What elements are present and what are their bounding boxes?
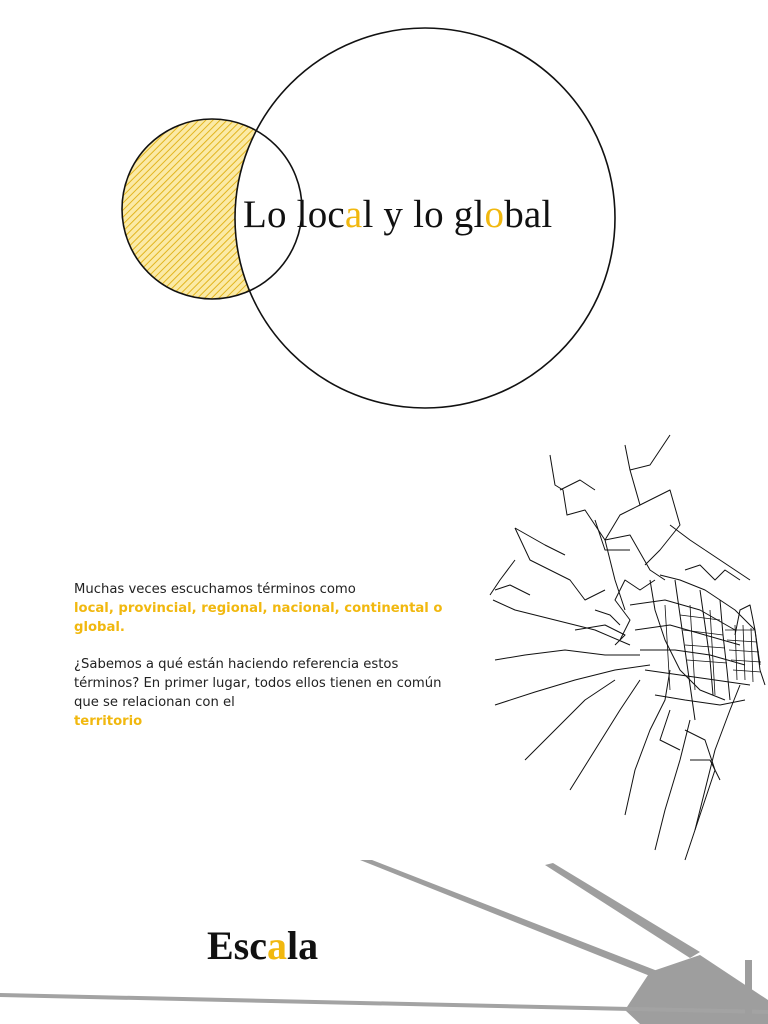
question-highlight: territorio (74, 714, 143, 729)
title-text-3: bal (504, 193, 553, 236)
section-title-text-1: Esc (207, 923, 267, 968)
diagonal-band-lower (545, 863, 700, 958)
section-title (207, 922, 318, 969)
title-text-1: Lo loc (243, 193, 345, 236)
intro-text: Muchas veces escuchamos términos como (74, 582, 356, 597)
intro-paragraph (74, 580, 454, 637)
title-text-2: l y lo gl (362, 193, 485, 236)
title-highlight-2: o (484, 193, 505, 236)
page-title (243, 192, 552, 237)
section-title-text-2: la (287, 923, 319, 968)
body-text (74, 580, 454, 749)
intro-highlight-terms: local, provincial, regional, nacional, continental o global. (74, 601, 443, 635)
title-highlight-1: a (344, 193, 363, 236)
street-map-illustration (455, 430, 768, 870)
vertical-post (745, 960, 752, 1024)
perspective-road-graphic (0, 860, 768, 1024)
question-paragraph (74, 655, 454, 731)
question-text: ¿Sabemos a qué están haciendo referencia estos términos? En primer lugar, todos ellos tienen en común que se relacionan con el (74, 657, 442, 710)
section-title-highlight: a (267, 923, 287, 968)
